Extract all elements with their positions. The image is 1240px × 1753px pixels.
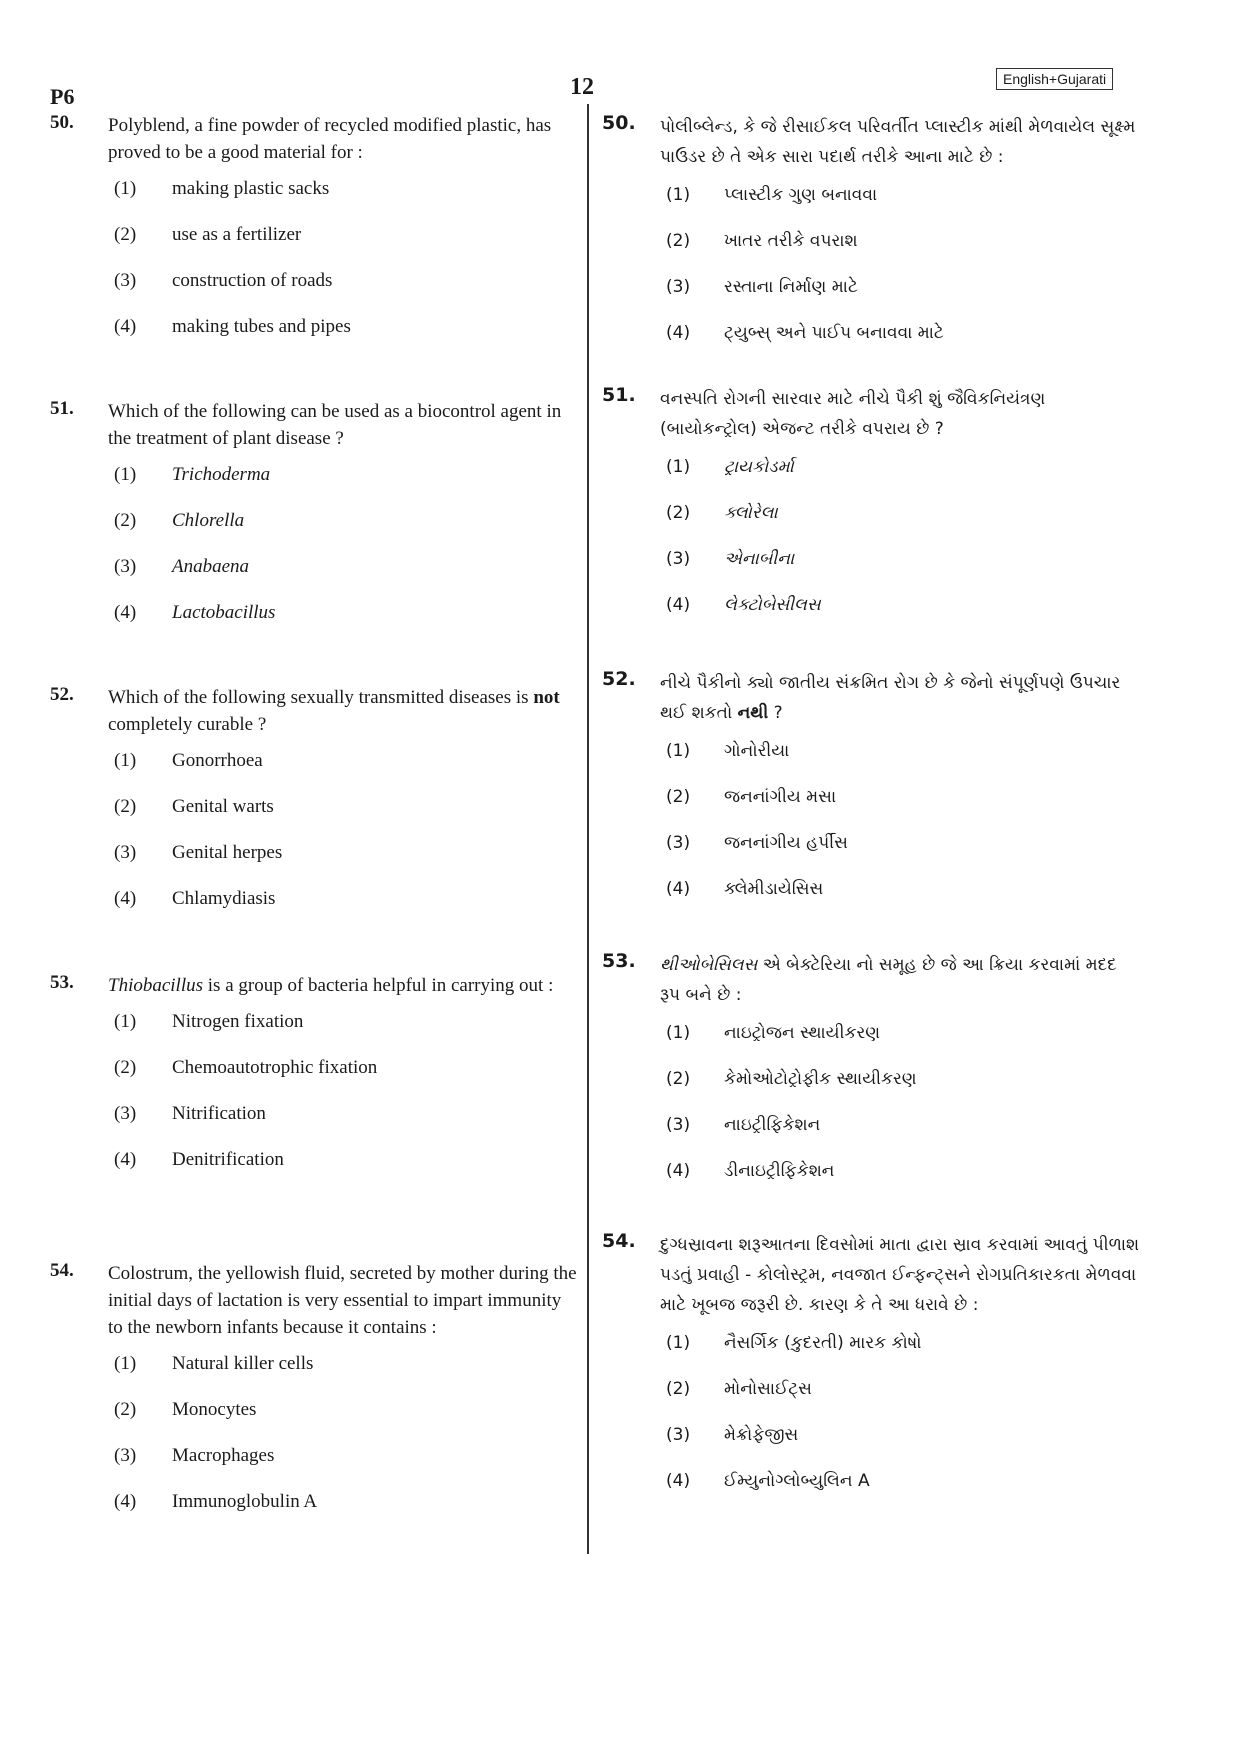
option-4: (4) Denitrification bbox=[114, 1149, 284, 1170]
question-52-en bbox=[50, 684, 580, 930]
option-1: (1) નાઇટ્રોજન સ્થાયીકરણ bbox=[666, 1023, 881, 1043]
options-list bbox=[602, 1328, 1142, 1512]
language-label: English+Gujarati bbox=[996, 68, 1113, 90]
option-1: (1) પ્લાસ્ટીક ગુણ બનાવવા bbox=[666, 185, 878, 205]
option-4: (4) Immunoglobulin A bbox=[114, 1491, 318, 1512]
question-text: Which of the following sexually transmitted diseases is not completely curable ? bbox=[108, 687, 560, 735]
option-4: (4) making tubes and pipes bbox=[114, 316, 351, 337]
question-number: 52. bbox=[602, 668, 636, 690]
page-code: P6 bbox=[50, 84, 75, 109]
option-2: (2) Chlorella bbox=[114, 510, 245, 531]
question-number: 54. bbox=[50, 1260, 74, 1281]
options-list bbox=[602, 180, 1142, 364]
option-3: (3) મેક્રોફેજીસ bbox=[666, 1425, 799, 1445]
question-54-en bbox=[50, 1260, 580, 1533]
option-3: (3) Nitrification bbox=[114, 1103, 266, 1124]
option-1: (1) Gonorrhoea bbox=[114, 750, 263, 771]
option-4: (4) લેક્ટોબેસીલસ bbox=[666, 595, 821, 615]
option-2: (2) Chemoautotrophic fixation bbox=[114, 1057, 378, 1078]
options-list bbox=[50, 1349, 580, 1533]
question-text: Thiobacillus is a group of bacteria helpful in carrying out : bbox=[108, 975, 554, 996]
option-3: (3) Anabaena bbox=[114, 556, 250, 577]
option-1: (1) Nitrogen fixation bbox=[114, 1011, 304, 1032]
question-number: 53. bbox=[602, 950, 636, 972]
option-2: (2) કેમોઓટોટ્રોફીક સ્થાયીકરણ bbox=[666, 1069, 917, 1089]
options-list bbox=[602, 736, 1142, 920]
question-53-gu bbox=[602, 950, 1142, 1202]
option-1: (1) નૈસર્ગિક (કુદરતી) મારક કોષો bbox=[666, 1333, 922, 1353]
option-4: (4) ક્લેમીડાયેસિસ bbox=[666, 879, 824, 899]
question-text: નીચે પૈકીનો ક્યો જાતીય સંક્રમિત રોગ છે કે જેનો સંપૂર્ણપણે ઉપચાર થઈ શકતો નથી ? bbox=[660, 673, 1121, 723]
option-3: (3) નાઇટ્રીફિકેશન bbox=[666, 1115, 821, 1135]
question-53-en bbox=[50, 972, 580, 1191]
options-list bbox=[50, 1007, 580, 1191]
question-text: થીઓબેસિલસ એ બેક્ટેરિયા નો સમૂહ છે જે આ ક્રિયા કરવામાં મદદ રૂપ બને છે : bbox=[660, 955, 1117, 1005]
question-50-gu bbox=[602, 112, 1142, 364]
question-number: 51. bbox=[50, 398, 74, 419]
question-text: પોલીબ્લેન્ડ, કે જે રીસાઈકલ પરિવર્તીત પ્લાસ્ટીક માંથી મેળવાયેલ સૂક્ષ્મ પાઉડર છે તે એક સારા પદાર્થ તરીકે આના માટે છે : bbox=[660, 117, 1136, 167]
options-list bbox=[50, 460, 580, 644]
option-1: (1) ગોનોરીયા bbox=[666, 741, 790, 761]
option-3: (3) રસ્તાના નિર્માણ માટે bbox=[666, 277, 858, 297]
option-2: (2) use as a fertilizer bbox=[114, 224, 302, 245]
question-52-gu bbox=[602, 668, 1142, 920]
question-number: 50. bbox=[602, 112, 636, 134]
option-3: (3) Genital herpes bbox=[114, 842, 283, 863]
option-3: (3) construction of roads bbox=[114, 270, 333, 291]
option-1: (1) Trichoderma bbox=[114, 464, 271, 485]
question-50-en bbox=[50, 112, 580, 358]
option-4: (4) Lactobacillus bbox=[114, 602, 276, 623]
option-1: (1) making plastic sacks bbox=[114, 178, 330, 199]
question-number: 53. bbox=[50, 972, 74, 993]
options-list bbox=[50, 746, 580, 930]
question-number: 50. bbox=[50, 112, 74, 133]
question-text: દુગ્ધસ્રાવના શરૂઆતના દિવસોમાં માતા દ્વારા સ્રાવ કરવામાં આવતું પીળાશ પડતું પ્રવાહી - કોલોસ્ટ્રમ, નવજાત ઈન્ફન્ટ્સને રોગપ્રતિકારકતા મેળવવા માટે ખૂબજ જરૂરી છે. કારણ કે તે આ ધરાવે છે : bbox=[660, 1235, 1140, 1315]
option-4: (4) ઈમ્યુનોગ્લોબ્યુલિન A bbox=[666, 1471, 870, 1491]
column-divider bbox=[587, 104, 589, 1554]
option-2: (2) જનનાંગીય મસા bbox=[666, 787, 837, 807]
question-text: વનસ્પતિ રોગની સારવાર માટે નીચે પૈકી શું જૈવિકનિયંત્રણ (બાયોકન્ટ્રોલ) એજન્ટ તરીકે વપરાય છે ? bbox=[660, 389, 1046, 439]
question-number: 52. bbox=[50, 684, 74, 705]
question-text: Colostrum, the yellowish fluid, secreted by mother during the initial days of lactation is very essential to impart immunity to the newborn infants because it contains : bbox=[108, 1263, 577, 1338]
option-4: (4) ડીનાઇટ્રીફિકેશન bbox=[666, 1161, 835, 1181]
option-2: (2) Genital warts bbox=[114, 796, 274, 817]
options-list bbox=[602, 452, 1142, 636]
question-51-gu bbox=[602, 384, 1142, 636]
option-2: (2) ખાતર તરીકે વપરાશ bbox=[666, 231, 858, 251]
option-3: (3) Macrophages bbox=[114, 1445, 275, 1466]
page-number: 12 bbox=[570, 74, 594, 100]
option-1: (1) ટ્રાયકોડર્મા bbox=[666, 457, 794, 477]
question-text: Polyblend, a fine powder of recycled modified plastic, has proved to be a good material for : bbox=[108, 115, 552, 163]
option-4: (4) Chlamydiasis bbox=[114, 888, 276, 909]
option-2: (2) Monocytes bbox=[114, 1399, 257, 1420]
option-2: (2) મોનોસાઈટ્સ bbox=[666, 1379, 812, 1399]
option-3: (3) જનનાંગીય હર્પીસ bbox=[666, 833, 848, 853]
option-2: (2) ક્લોરેલા bbox=[666, 503, 778, 523]
question-54-gu bbox=[602, 1230, 1142, 1512]
option-3: (3) એનાબીના bbox=[666, 549, 795, 569]
question-number: 51. bbox=[602, 384, 636, 406]
question-number: 54. bbox=[602, 1230, 636, 1252]
question-text: Which of the following can be used as a biocontrol agent in the treatment of plant disease ? bbox=[108, 401, 562, 449]
option-4: (4) ટ્યુબ્સ્ અને પાઈપ બનાવવા માટે bbox=[666, 323, 944, 343]
options-list bbox=[50, 174, 580, 358]
option-1: (1) Natural killer cells bbox=[114, 1353, 314, 1374]
options-list bbox=[602, 1018, 1142, 1202]
question-51-en bbox=[50, 398, 580, 644]
